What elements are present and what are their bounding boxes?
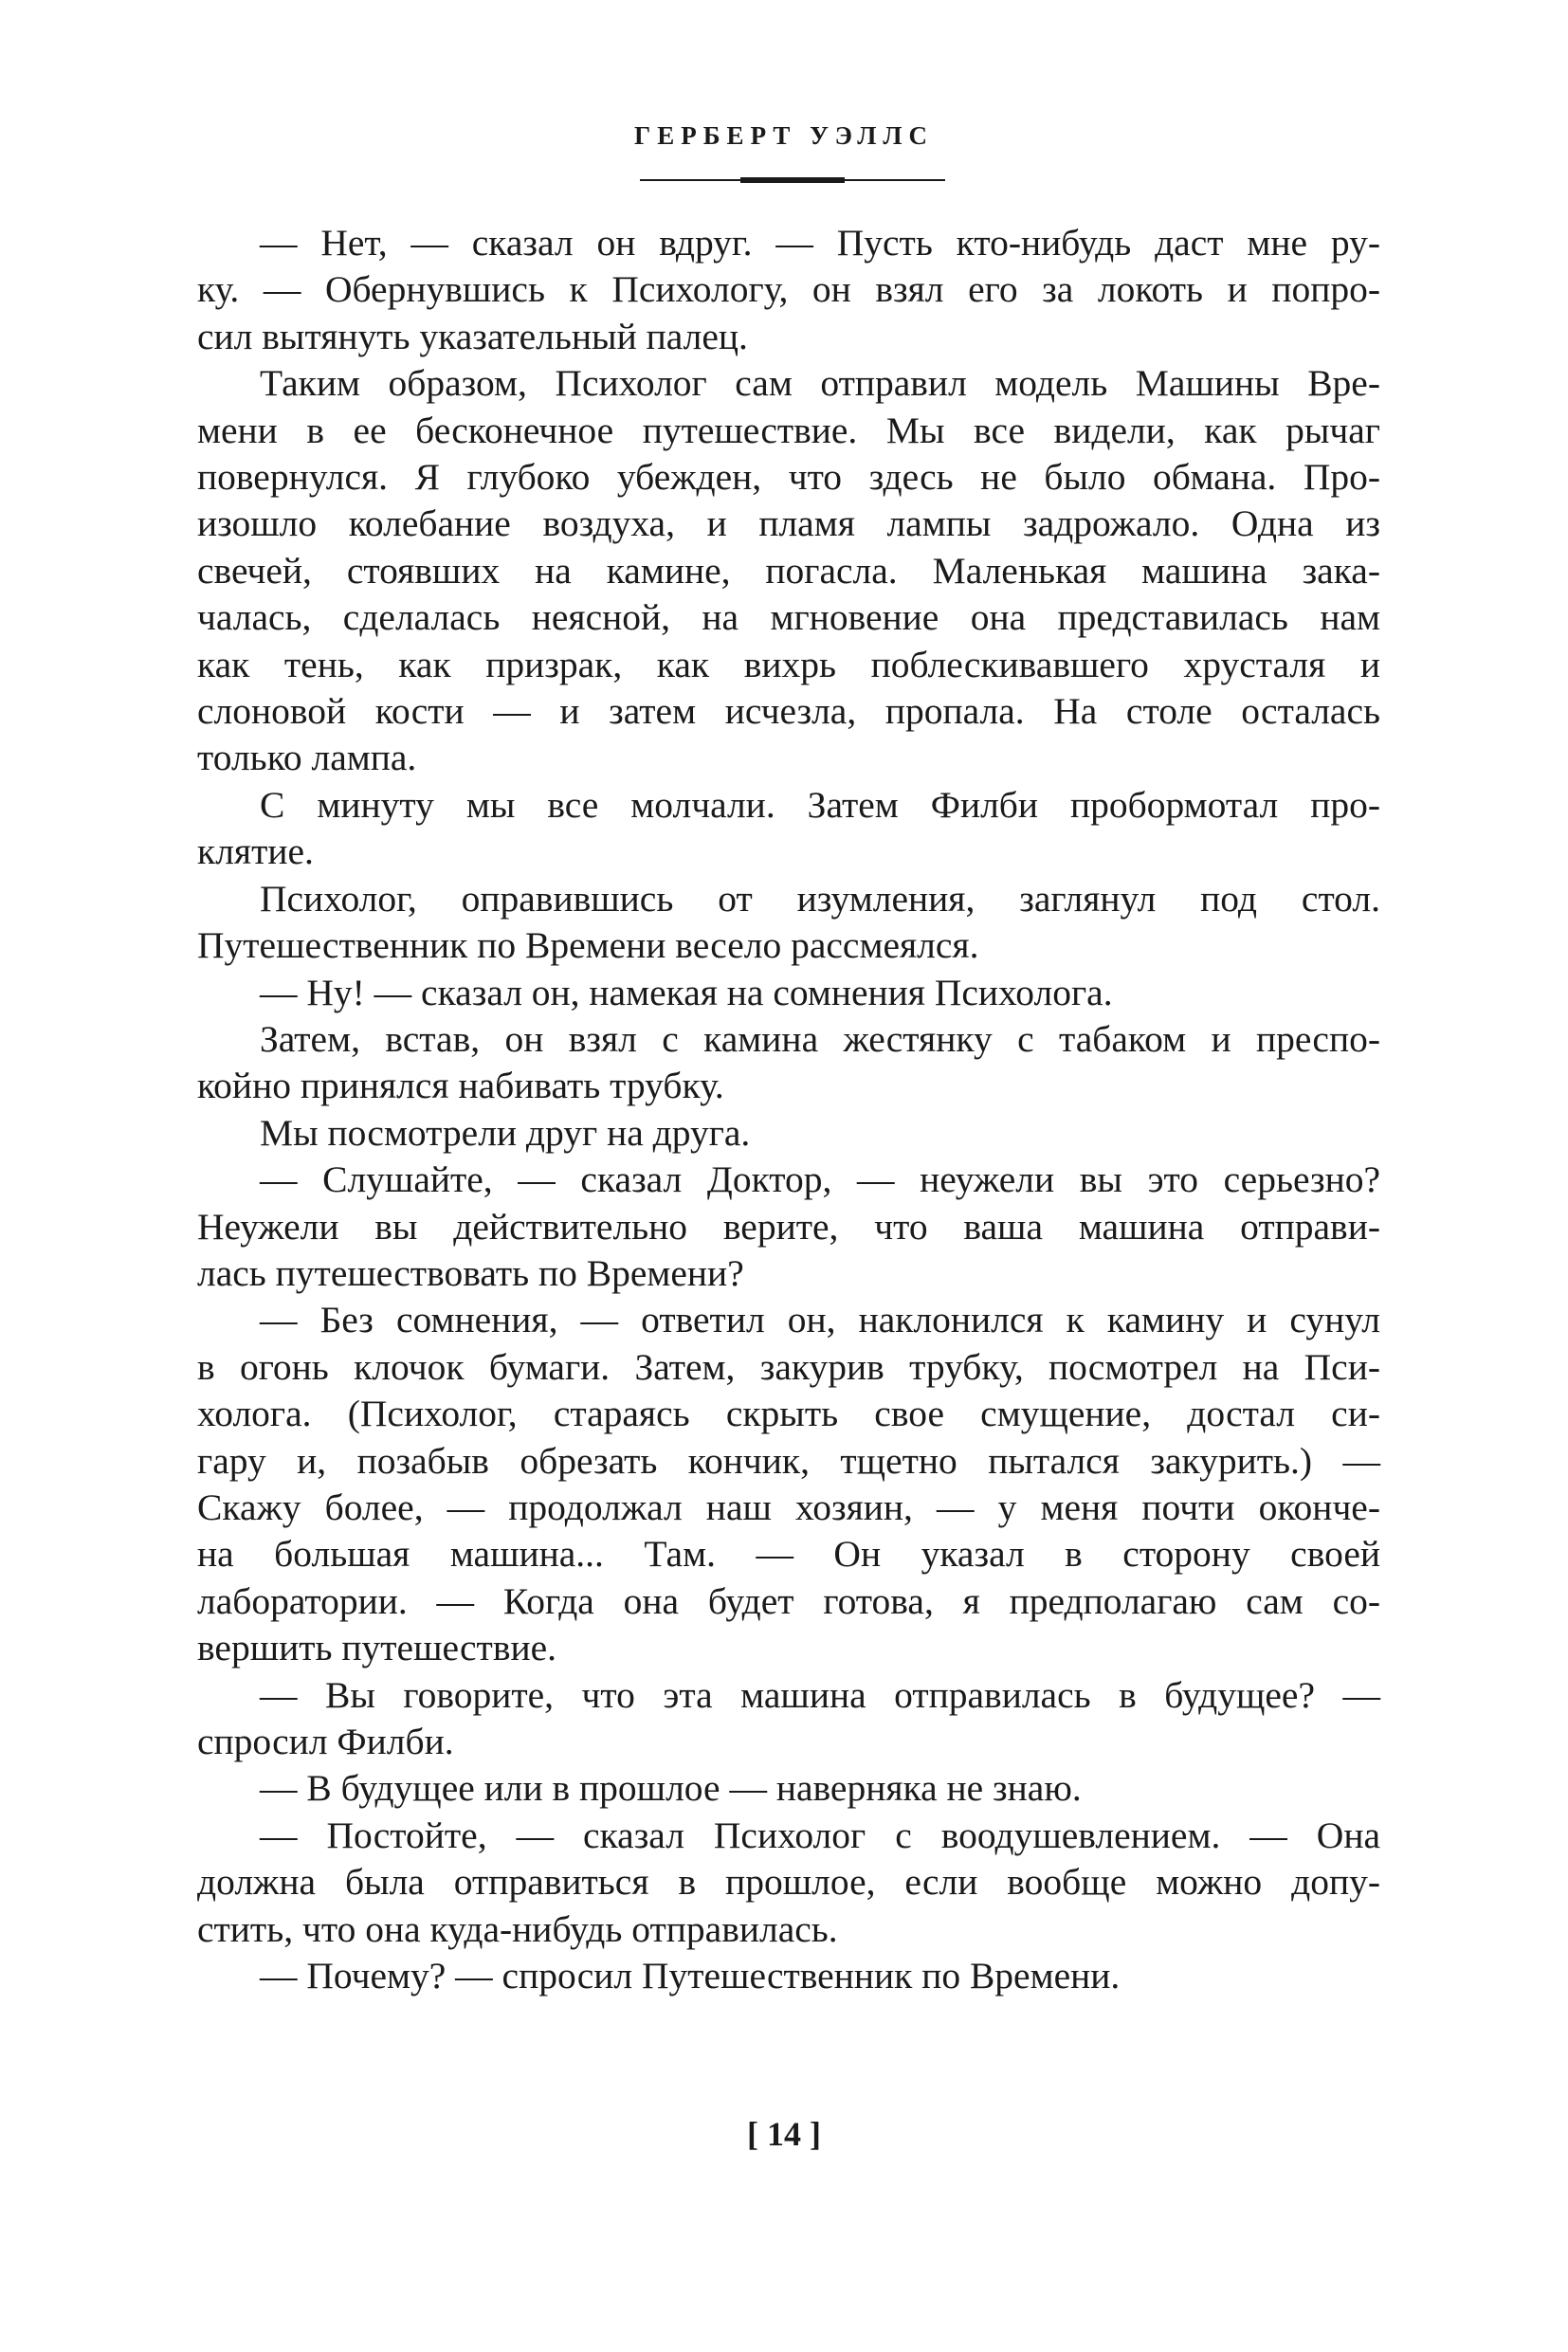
paragraph xyxy=(197,1765,1380,1812)
text-line: слоновой кости — и затем исчезла, пропала. На столе осталась xyxy=(197,690,1380,733)
paragraph xyxy=(197,782,1380,876)
text-line: Таким образом, Психолог сам отправил модель Машины Вре- xyxy=(260,362,1380,405)
paragraph xyxy=(197,1813,1380,1953)
text-line: как тень, как призрак, как вихрь поблескивавшего хрусталя и xyxy=(197,643,1380,685)
text-line: лаборатории. — Когда она будет готова, я предполагаю сам со- xyxy=(197,1579,1380,1622)
text-line: вершить путешествие. xyxy=(197,1627,557,1669)
text-line: гару и, позабыв обрезать кончик, тщетно пытался закурить.) — xyxy=(197,1439,1380,1482)
text-line: только лампа. xyxy=(197,737,417,779)
header-rule-thick xyxy=(740,177,845,183)
text-line: мени в ее бесконечное путешествие. Мы все видели, как рычаг xyxy=(197,409,1380,451)
text-line: койно принялся набивать трубку. xyxy=(197,1065,724,1107)
text-line: Затем, встав, он взял с камина жестянку с табаком и преспо- xyxy=(260,1017,1380,1060)
text-line: холога. (Психолог, стараясь скрыть свое смущение, достал си- xyxy=(197,1393,1380,1435)
text-line: — Без сомнения, — ответил он, наклонился к камину и сунул xyxy=(260,1299,1380,1341)
text-line: — Ну! — сказал он, намекая на сомнения Психолога. xyxy=(260,971,1113,1013)
text-line: стить, что она куда-нибудь отправилась. xyxy=(197,1907,838,1950)
text-line: изошло колебание воздуха, и пламя лампы задрожало. Одна из xyxy=(197,502,1380,545)
text-line: ку. — Обернувшись к Психологу, он взял его за локоть и попро- xyxy=(197,268,1380,311)
page-number: [ 14 ] xyxy=(747,2115,821,2153)
paragraph xyxy=(197,970,1380,1016)
text-line: — Нет, — сказал он вдруг. — Пусть кто-нибудь даст мне ру- xyxy=(260,222,1380,264)
text-line: свечей, стоявших на камине, погасла. Маленькая машина зака- xyxy=(197,549,1380,592)
text-line: клятие. xyxy=(197,830,314,873)
text-line: Психолог, оправившись от изумления, заглянул под стол. xyxy=(260,877,1380,920)
text-line: Неужели вы действительно верите, что ваша машина отправи- xyxy=(197,1205,1380,1248)
header-rule xyxy=(640,177,945,183)
text-line: — Почему? — спросил Путешественник по Времени. xyxy=(260,1955,1121,1997)
text-line: С минуту мы все молчали. Затем Филби пробормотал про- xyxy=(260,783,1380,826)
text-line: лась путешествовать по Времени? xyxy=(197,1251,744,1294)
text-line: должна была отправиться в прошлое, если вообще можно допу- xyxy=(197,1861,1380,1904)
body-text xyxy=(197,220,1380,1999)
text-line: Мы посмотрели друг на друга. xyxy=(260,1111,751,1154)
paragraph xyxy=(197,1297,1380,1671)
text-line: — Вы говорите, что эта машина отправилась в будущее? — xyxy=(260,1673,1380,1716)
running-head: ГЕРБЕРТ УЭЛЛС xyxy=(634,121,934,150)
text-line: Путешественник по Времени весело рассмеялся. xyxy=(197,924,979,967)
paragraph xyxy=(197,876,1380,970)
paragraph xyxy=(197,1110,1380,1157)
paragraph xyxy=(197,360,1380,782)
text-line: Скажу более, — продолжал наш хозяин, — у меня почти оконче- xyxy=(197,1486,1380,1528)
text-line: спросил Филби. xyxy=(197,1721,454,1762)
text-line: чалась, сделалась неясной, на мгновение она представилась нам xyxy=(197,596,1380,639)
text-line: — В будущее или в прошлое — наверняка не знаю. xyxy=(260,1767,1082,1810)
text-line: повернулся. Я глубоко убежден, что здесь не было обмана. Про- xyxy=(197,456,1380,499)
text-line: — Слушайте, — сказал Доктор, — неужели вы это серьезно? xyxy=(260,1158,1380,1201)
paragraph xyxy=(197,220,1380,360)
text-line: — Постойте, — сказал Психолог с воодушевлением. — Она xyxy=(260,1814,1380,1856)
text-line: в огонь клочок бумаги. Затем, закурив трубку, посмотрел на Пси- xyxy=(197,1345,1380,1388)
paragraph xyxy=(197,1672,1380,1766)
text-line: на большая машина... Там. — Он указал в сторону своей xyxy=(197,1533,1380,1576)
paragraph xyxy=(197,1953,1380,1999)
paragraph xyxy=(197,1157,1380,1297)
text-line: сил вытянуть указательный палец. xyxy=(197,315,748,357)
paragraph xyxy=(197,1016,1380,1110)
